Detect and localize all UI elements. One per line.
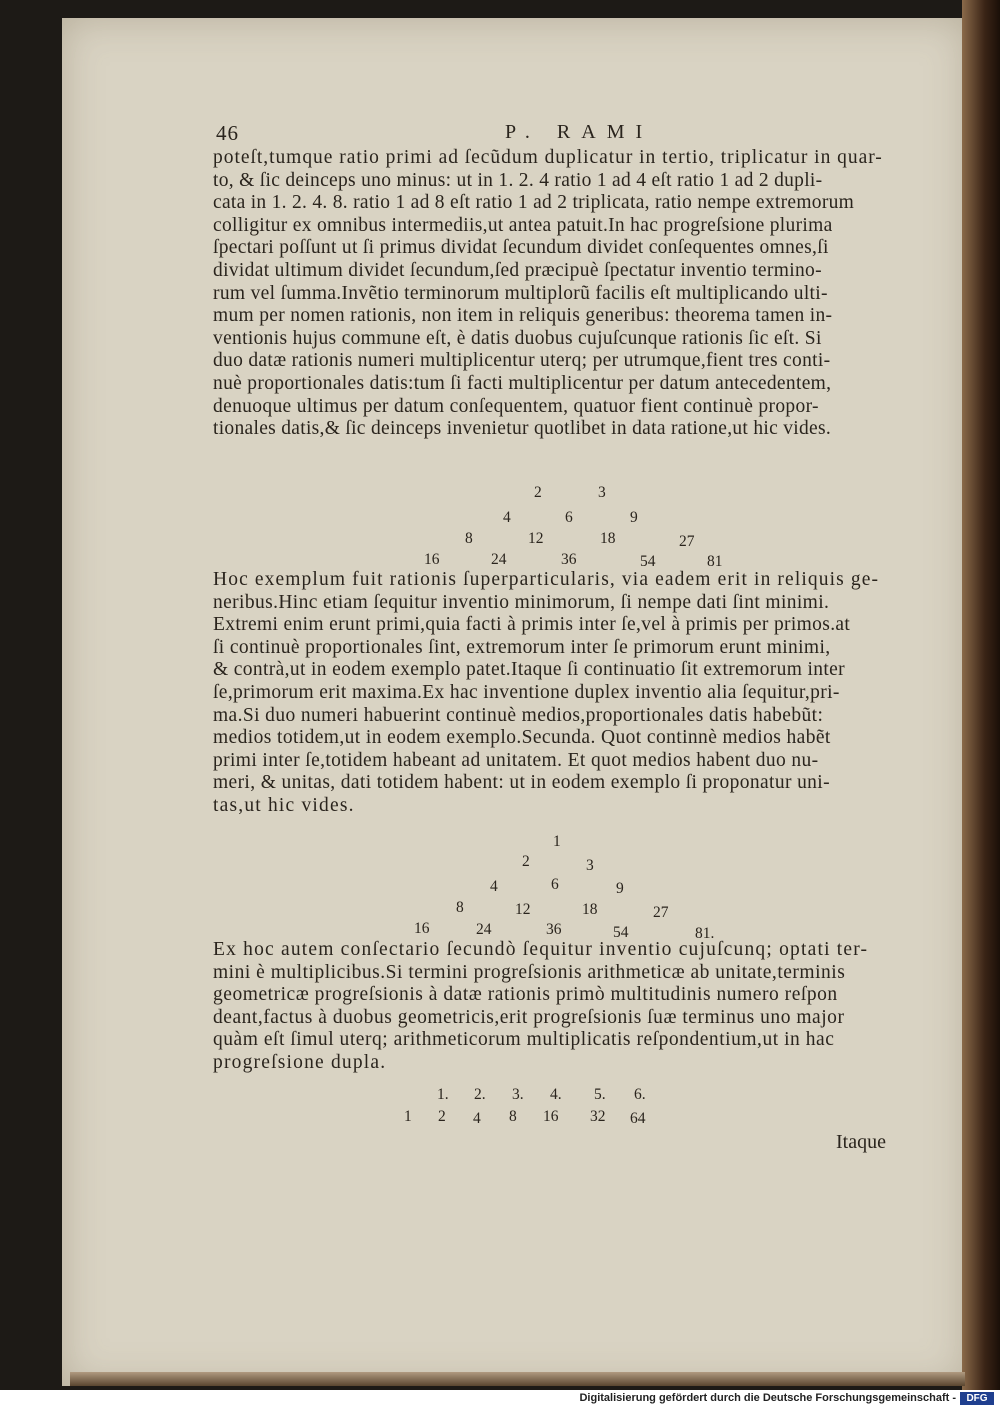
triangle-number: 12 <box>528 530 544 547</box>
text-line: colligitur ex omnibus intermediis,ut antea patuit.In hac progreſsione plurima <box>213 214 833 236</box>
triangle-number: 12 <box>515 901 531 918</box>
text-line: meri, & unitas, dati totidem habent: ut in eodem exemplo ſi proponatur uni- <box>213 772 830 794</box>
text-line: to, & ſic deinceps uno minus: ut in 1. 2. 4 ratio 1 ad 4 eſt ratio 1 ad 2 dupli- <box>213 169 823 191</box>
triangle-number: 16 <box>414 920 430 937</box>
triangle-number: 81. <box>695 925 715 942</box>
triangle-number: 24 <box>491 551 507 568</box>
text-line: ſi continuè proportionales ſint, extremorum inter ſe primorum erunt minimi, <box>213 636 831 658</box>
paragraph-2 <box>213 569 879 818</box>
arithmetic-term: 2. <box>474 1086 486 1103</box>
triangle-number: 24 <box>476 921 492 938</box>
text-line: tas,ut hic vides. <box>213 794 355 816</box>
arithmetic-term: 6. <box>634 1086 646 1103</box>
book-binding-edge <box>962 0 1000 1390</box>
geometric-term: 2 <box>438 1108 446 1125</box>
text-line: tionales datis,& ſic deinceps invenietur quotlibet in data ratione,ut hic vides. <box>213 418 832 440</box>
geometric-term: 64 <box>630 1110 646 1127</box>
triangle-number: 8 <box>456 899 464 916</box>
text-line: mum per nomen rationis, non item in reliquis generibus: theorema tamen in- <box>213 305 833 327</box>
text-line: deant,factus à duobus geometricis,erit progreſsionis ſuæ terminus uno major <box>213 1006 845 1028</box>
text-line: geometricæ progreſsionis à datæ rationis primò multitudinis numero reſpon <box>213 984 838 1006</box>
text-line: progreſsione dupla. <box>213 1051 387 1073</box>
text-line: cata in 1. 2. 4. 8. ratio 1 ad 8 eſt ratio 1 ad 2 triplicata, ratio nempe extremorum <box>213 192 855 214</box>
text-line: dividat ultimum dividet ſecundum,ſed præcipuè ſpectatur inventio termino- <box>213 259 822 281</box>
dfg-logo: DFG <box>960 1392 994 1405</box>
text-line: neribus.Hinc etiam ſequitur inventio minimorum, ſi nempe dati ſint minimi. <box>213 591 830 613</box>
text-line: duo datæ rationis numeri multiplicentur uterq; per utrumque,fient tres conti- <box>213 350 831 372</box>
text-line: ſpectari poſſunt ut ſi primus dividat ſecundum dividet conſequentes omnes,ſi <box>213 237 829 259</box>
running-head: P. RAMI <box>505 121 654 143</box>
triangle-number: 6 <box>551 876 559 893</box>
text-line: Ex hoc autem conſectario ſecundò ſequitur inventio cujuſcunq; optati ter- <box>213 939 869 960</box>
paragraph-3 <box>213 939 868 1075</box>
triangle-number: 4 <box>503 509 511 526</box>
page-number: 46 <box>216 121 239 145</box>
triangle-number: 6 <box>565 509 573 526</box>
text-line: rum vel ſumma.Invẽtio terminorum multiplorũ facilis eſt multiplicando ulti- <box>213 282 828 304</box>
triangle-number: 36 <box>561 551 577 568</box>
triangle-number: 27 <box>653 904 669 921</box>
triangle-number: 54 <box>640 553 656 570</box>
text-line: & contrà,ut in eodem exemplo patet.Itaque ſi continuatio ſit extremorum inter <box>213 659 846 681</box>
geometric-term: 16 <box>543 1108 559 1125</box>
triangle-number: 36 <box>546 921 562 938</box>
text-line: ma.Si duo numeri habuerint continuè medios,proportionales datis habebũt: <box>213 704 824 726</box>
triangle-number: 1 <box>553 833 561 850</box>
text-line: ventionis hujus commune eſt, è datis duobus cujuſcunque rationis ſic eſt. Si <box>213 327 822 349</box>
triangle-number: 18 <box>600 530 616 547</box>
triangle-number: 81 <box>707 553 723 570</box>
text-line: denuoque ultimus per datum conſequentem, quatuor fient continuè propor- <box>213 395 819 417</box>
triangle-number: 3 <box>598 484 606 501</box>
triangle-number: 9 <box>616 880 624 897</box>
text-line: nuè proportionales datis:tum ſi facti multiplicentur per datum antecedentem, <box>213 372 832 394</box>
triangle-number: 27 <box>679 533 695 550</box>
geometric-term: 4 <box>473 1110 481 1127</box>
triangle-number: 8 <box>465 530 473 547</box>
text-line: ſe,primorum erit maxima.Ex hac inventione duplex inventio alia ſequitur,pri- <box>213 681 840 703</box>
text-line: mini è multiplicibus.Si termini progreſsionis arithmeticæ ab unitate,terminis <box>213 961 846 983</box>
text-line: medios totidem,ut in eodem exemplo.Secunda. Quot continnè medios habẽt <box>213 727 831 749</box>
geometric-term: 8 <box>509 1108 517 1125</box>
text-line: Extremi enim erunt primi,quia facti à primis inter ſe,vel à primis per primos.at <box>213 614 851 636</box>
triangle-number: 3 <box>586 857 594 874</box>
arithmetic-term: 5. <box>594 1086 606 1103</box>
triangle-number: 18 <box>582 901 598 918</box>
text-line: quàm eſt ſimul uterq; arithmeticorum multiplicatis reſpondentium,ut in hac <box>213 1029 835 1051</box>
arithmetic-term: 4. <box>550 1086 562 1103</box>
triangle-number: 2 <box>534 484 542 501</box>
triangle-number: 54 <box>613 924 629 941</box>
digitization-footer <box>0 1390 1000 1408</box>
page-bottom-edge <box>70 1372 965 1386</box>
geometric-term: 1 <box>404 1108 412 1125</box>
paragraph-1 <box>213 147 883 441</box>
triangle-number: 2 <box>522 853 530 870</box>
text-line: Hoc exemplum fuit rationis ſuperparticularis, via eadem erit in reliquis ge- <box>213 569 880 590</box>
text-line: poteſt,tumque ratio primi ad ſecũdum duplicatur in tertio, triplicatur in quar- <box>213 147 883 168</box>
triangle-number: 4 <box>490 878 498 895</box>
geometric-term: 32 <box>590 1108 606 1125</box>
catchword: Itaque <box>836 1131 886 1153</box>
arithmetic-term: 1. <box>437 1086 449 1103</box>
triangle-number: 16 <box>424 551 440 568</box>
triangle-number: 9 <box>630 509 638 526</box>
footer-credit: Digitalisierung gefördert durch die Deutsche Forschungsgemeinschaft - <box>579 1392 956 1404</box>
text-line: primi inter ſe,totidem habeant ad unitatem. Et quot medios habent duo nu- <box>213 749 819 771</box>
arithmetic-term: 3. <box>512 1086 524 1103</box>
